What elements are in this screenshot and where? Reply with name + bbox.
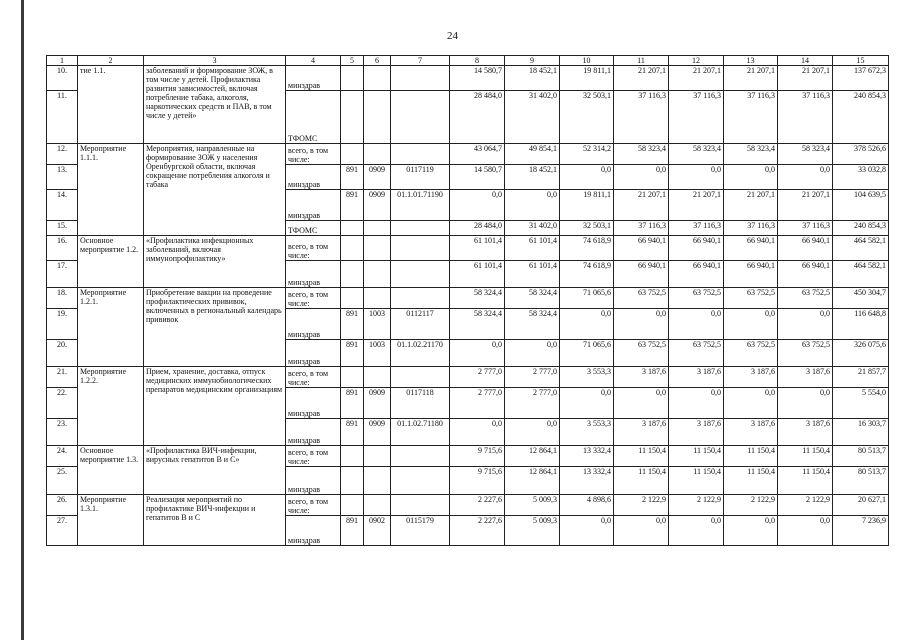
executor-cell: минздрав: [286, 309, 341, 340]
year-value-cell: 3 187,6: [778, 367, 833, 388]
year-value-cell: 0,0: [669, 516, 724, 546]
year-value-cell: 11 150,4: [669, 467, 724, 495]
header-cell: 11: [614, 56, 669, 66]
total-value-cell: 378 526,6: [833, 144, 889, 165]
total-value-cell: 450 304,7: [833, 288, 889, 309]
grbs-code-cell: 891: [341, 340, 364, 367]
header-cell: 15: [833, 56, 889, 66]
target-article-cell: [391, 446, 450, 467]
year-value-cell: 58 324,4: [450, 309, 505, 340]
activity-code-cell: тие 1.1.: [78, 66, 144, 144]
year-value-cell: 0,0: [450, 190, 505, 221]
year-value-cell: 3 187,6: [669, 419, 724, 446]
table-row: [47, 236, 889, 261]
year-value-cell: 2 122,9: [614, 495, 669, 516]
table-row: [47, 446, 889, 467]
year-value-cell: 71 065,6: [560, 340, 614, 367]
year-value-cell: 37 116,3: [724, 91, 778, 144]
row-number-cell: 12.: [47, 144, 78, 165]
executor-cell: минздрав: [286, 165, 341, 190]
year-value-cell: 3 187,6: [778, 419, 833, 446]
total-value-cell: 16 303,7: [833, 419, 889, 446]
target-article-cell: [391, 91, 450, 144]
year-value-cell: 61 101,4: [450, 236, 505, 261]
year-value-cell: 0,0: [778, 309, 833, 340]
header-cell: 13: [724, 56, 778, 66]
target-article-cell: 01.1.02.71180: [391, 419, 450, 446]
year-value-cell: 0,0: [614, 516, 669, 546]
executor-cell: минздрав: [286, 190, 341, 221]
section-code-cell: [364, 91, 391, 144]
scan-edge-line: [21, 0, 24, 640]
activity-code-cell: Основное мероприятие 1.2.: [78, 236, 144, 288]
year-value-cell: 2 777,0: [450, 388, 505, 419]
grbs-code-cell: 891: [341, 388, 364, 419]
year-value-cell: 61 101,4: [450, 261, 505, 288]
row-number-cell: 20.: [47, 340, 78, 367]
grbs-code-cell: [341, 221, 364, 236]
executor-cell: минздрав: [286, 340, 341, 367]
header-cell: 3: [144, 56, 286, 66]
activity-name-cell: «Профилактика ВИЧ-инфекции, вирусных гепатитов В и С»: [144, 446, 286, 495]
row-number-cell: 13.: [47, 165, 78, 190]
year-value-cell: 0,0: [724, 388, 778, 419]
year-value-cell: 0,0: [724, 516, 778, 546]
year-value-cell: 2 122,9: [778, 495, 833, 516]
section-code-cell: [364, 236, 391, 261]
header-row: [47, 56, 889, 66]
year-value-cell: 0,0: [724, 309, 778, 340]
year-value-cell: 18 452,1: [505, 66, 560, 91]
target-article-cell: 0117118: [391, 388, 450, 419]
year-value-cell: 63 752,5: [724, 288, 778, 309]
year-value-cell: 9 715,6: [450, 446, 505, 467]
year-value-cell: 11 150,4: [724, 467, 778, 495]
header-cell: 12: [669, 56, 724, 66]
target-article-cell: 0112117: [391, 309, 450, 340]
executor-cell: ТФОМС: [286, 221, 341, 236]
year-value-cell: 0,0: [614, 309, 669, 340]
year-value-cell: 4 898,6: [560, 495, 614, 516]
grbs-code-cell: 891: [341, 419, 364, 446]
year-value-cell: 63 752,5: [614, 340, 669, 367]
section-code-cell: [364, 467, 391, 495]
total-value-cell: 464 582,1: [833, 236, 889, 261]
year-value-cell: 31 402,0: [505, 91, 560, 144]
total-value-cell: 464 582,1: [833, 261, 889, 288]
executor-cell: минздрав: [286, 467, 341, 495]
year-value-cell: 13 332,4: [560, 446, 614, 467]
year-value-cell: 0,0: [724, 165, 778, 190]
row-number-cell: 15.: [47, 221, 78, 236]
activity-code-cell: Мероприятие 1.1.1.: [78, 144, 144, 236]
total-value-cell: 240 854,3: [833, 221, 889, 236]
year-value-cell: 13 332,4: [560, 467, 614, 495]
year-value-cell: 58 323,4: [724, 144, 778, 165]
year-value-cell: 11 150,4: [614, 467, 669, 495]
grbs-code-cell: [341, 91, 364, 144]
executor-cell: всего, в том числе:: [286, 495, 341, 516]
row-number-cell: 26.: [47, 495, 78, 516]
year-value-cell: 58 324,4: [450, 288, 505, 309]
total-value-cell: 137 672,3: [833, 66, 889, 91]
year-value-cell: 63 752,5: [724, 340, 778, 367]
grbs-code-cell: [341, 288, 364, 309]
year-value-cell: 2 777,0: [505, 367, 560, 388]
year-value-cell: 0,0: [450, 340, 505, 367]
year-value-cell: 63 752,5: [669, 340, 724, 367]
year-value-cell: 49 854,1: [505, 144, 560, 165]
year-value-cell: 0,0: [560, 309, 614, 340]
year-value-cell: 21 207,1: [778, 190, 833, 221]
year-value-cell: 5 009,3: [505, 516, 560, 546]
year-value-cell: 37 116,3: [614, 91, 669, 144]
year-value-cell: 11 150,4: [724, 446, 778, 467]
executor-cell: минздрав: [286, 66, 341, 91]
year-value-cell: 0,0: [560, 165, 614, 190]
total-value-cell: 104 639,5: [833, 190, 889, 221]
year-value-cell: 0,0: [614, 165, 669, 190]
year-value-cell: 14 580,7: [450, 66, 505, 91]
total-value-cell: 21 857,7: [833, 367, 889, 388]
year-value-cell: 61 101,4: [505, 236, 560, 261]
year-value-cell: 0,0: [669, 309, 724, 340]
year-value-cell: 58 323,4: [778, 144, 833, 165]
year-value-cell: 0,0: [778, 388, 833, 419]
activity-name-cell: заболеваний и формирование ЗОЖ, в том числе у детей. Профилактика развития зависимостей, включая потребление табака, алкоголя, наркотических средств и ПАВ, в том числе у детей»: [144, 66, 286, 144]
grbs-code-cell: 891: [341, 165, 364, 190]
year-value-cell: 19 811,1: [560, 190, 614, 221]
year-value-cell: 5 009,3: [505, 495, 560, 516]
year-value-cell: 11 150,4: [669, 446, 724, 467]
total-value-cell: 240 854,3: [833, 91, 889, 144]
year-value-cell: 66 940,1: [724, 261, 778, 288]
header-cell: 10: [560, 56, 614, 66]
grbs-code-cell: [341, 467, 364, 495]
year-value-cell: 66 940,1: [614, 236, 669, 261]
year-value-cell: 2 122,9: [669, 495, 724, 516]
grbs-code-cell: [341, 495, 364, 516]
year-value-cell: 43 064,7: [450, 144, 505, 165]
year-value-cell: 2 777,0: [450, 367, 505, 388]
year-value-cell: 37 116,3: [724, 221, 778, 236]
executor-cell: ТФОМС: [286, 91, 341, 144]
executor-cell: минздрав: [286, 516, 341, 546]
year-value-cell: 0,0: [560, 516, 614, 546]
grbs-code-cell: [341, 261, 364, 288]
year-value-cell: 63 752,5: [778, 288, 833, 309]
target-article-cell: [391, 66, 450, 91]
activity-name-cell: Прием, хранение, доставка, отпуск медицинских иммунобиологических препаратов медицинским организациям: [144, 367, 286, 446]
section-code-cell: 0909: [364, 388, 391, 419]
table-row: [47, 66, 889, 91]
target-article-cell: [391, 467, 450, 495]
row-number-cell: 19.: [47, 309, 78, 340]
year-value-cell: 66 940,1: [724, 236, 778, 261]
total-value-cell: 80 513,7: [833, 446, 889, 467]
row-number-cell: 17.: [47, 261, 78, 288]
table-row: [47, 495, 889, 516]
year-value-cell: 21 207,1: [724, 190, 778, 221]
year-value-cell: 2 122,9: [724, 495, 778, 516]
row-number-cell: 23.: [47, 419, 78, 446]
year-value-cell: 0,0: [669, 165, 724, 190]
section-code-cell: [364, 367, 391, 388]
year-value-cell: 66 940,1: [614, 261, 669, 288]
year-value-cell: 0,0: [560, 388, 614, 419]
year-value-cell: 2 227,6: [450, 516, 505, 546]
table-row: [47, 367, 889, 388]
row-number-cell: 22.: [47, 388, 78, 419]
year-value-cell: 21 207,1: [724, 66, 778, 91]
year-value-cell: 18 452,1: [505, 165, 560, 190]
activity-name-cell: Приобретение вакцин на проведение профилактических прививок, включенных в региональный календарь прививок: [144, 288, 286, 367]
section-code-cell: [364, 66, 391, 91]
year-value-cell: 58 324,4: [505, 288, 560, 309]
total-value-cell: 5 554,0: [833, 388, 889, 419]
total-value-cell: 326 075,6: [833, 340, 889, 367]
target-article-cell: [391, 367, 450, 388]
year-value-cell: 21 207,1: [669, 190, 724, 221]
year-value-cell: 21 207,1: [778, 66, 833, 91]
executor-cell: всего, в том числе:: [286, 367, 341, 388]
row-number-cell: 24.: [47, 446, 78, 467]
total-value-cell: 80 513,7: [833, 467, 889, 495]
target-article-cell: [391, 495, 450, 516]
header-cell: 9: [505, 56, 560, 66]
header-cell: 14: [778, 56, 833, 66]
year-value-cell: 58 324,4: [505, 309, 560, 340]
year-value-cell: 21 207,1: [614, 190, 669, 221]
target-article-cell: [391, 221, 450, 236]
year-value-cell: 66 940,1: [669, 261, 724, 288]
activity-code-cell: Мероприятие 1.2.1.: [78, 288, 144, 367]
grbs-code-cell: 891: [341, 190, 364, 221]
row-number-cell: 16.: [47, 236, 78, 261]
target-article-cell: 01.1.02.21170: [391, 340, 450, 367]
executor-cell: всего, в том числе:: [286, 144, 341, 165]
row-number-cell: 11.: [47, 91, 78, 144]
header-cell: 4: [286, 56, 341, 66]
year-value-cell: 11 150,4: [778, 467, 833, 495]
executor-cell: всего, в том числе:: [286, 446, 341, 467]
year-value-cell: 74 618,9: [560, 236, 614, 261]
section-code-cell: 1003: [364, 340, 391, 367]
year-value-cell: 21 207,1: [669, 66, 724, 91]
year-value-cell: 3 553,3: [560, 367, 614, 388]
activity-name-cell: Реализация мероприятий по профилактике ВИЧ-инфекции и гепатитов В и С: [144, 495, 286, 546]
year-value-cell: 28 484,0: [450, 221, 505, 236]
header-cell: 6: [364, 56, 391, 66]
year-value-cell: 12 864,1: [505, 446, 560, 467]
executor-cell: всего, в том числе:: [286, 288, 341, 309]
year-value-cell: 28 484,0: [450, 91, 505, 144]
executor-cell: минздрав: [286, 388, 341, 419]
year-value-cell: 9 715,6: [450, 467, 505, 495]
header-cell: 7: [391, 56, 450, 66]
table-row: [47, 288, 889, 309]
activity-name-cell: Мероприятия, направленные на формирование ЗОЖ у населения Оренбургской области, включая сокращение потребления алкоголя и табака: [144, 144, 286, 236]
year-value-cell: 3 187,6: [669, 367, 724, 388]
section-code-cell: [364, 261, 391, 288]
year-value-cell: 37 116,3: [778, 221, 833, 236]
row-number-cell: 27.: [47, 516, 78, 546]
activity-code-cell: Мероприятие 1.2.2.: [78, 367, 144, 446]
grbs-code-cell: [341, 66, 364, 91]
header-cell: 8: [450, 56, 505, 66]
activity-code-cell: Мероприятие 1.3.1.: [78, 495, 144, 546]
total-value-cell: 20 627,1: [833, 495, 889, 516]
year-value-cell: 37 116,3: [669, 221, 724, 236]
year-value-cell: 58 323,4: [669, 144, 724, 165]
section-code-cell: [364, 288, 391, 309]
year-value-cell: 63 752,5: [669, 288, 724, 309]
target-article-cell: [391, 236, 450, 261]
year-value-cell: 0,0: [505, 340, 560, 367]
year-value-cell: 11 150,4: [614, 446, 669, 467]
year-value-cell: 66 940,1: [669, 236, 724, 261]
target-article-cell: 0115179: [391, 516, 450, 546]
activity-code-cell: Основное мероприятие 1.3.: [78, 446, 144, 495]
section-code-cell: 1003: [364, 309, 391, 340]
executor-cell: всего, в том числе:: [286, 236, 341, 261]
section-code-cell: [364, 144, 391, 165]
row-number-cell: 25.: [47, 467, 78, 495]
grbs-code-cell: [341, 446, 364, 467]
target-article-cell: [391, 144, 450, 165]
executor-cell: минздрав: [286, 261, 341, 288]
activity-name-cell: «Профилактика инфекционных заболеваний, включая иммунопрофилактику»: [144, 236, 286, 288]
year-value-cell: 0,0: [450, 419, 505, 446]
year-value-cell: 12 864,1: [505, 467, 560, 495]
header-cell: 1: [47, 56, 78, 66]
total-value-cell: 7 236,9: [833, 516, 889, 546]
year-value-cell: 0,0: [614, 388, 669, 419]
header-cell: 5: [341, 56, 364, 66]
year-value-cell: 66 940,1: [778, 236, 833, 261]
target-article-cell: 01.1.01.71190: [391, 190, 450, 221]
section-code-cell: 0909: [364, 165, 391, 190]
year-value-cell: 61 101,4: [505, 261, 560, 288]
year-value-cell: 37 116,3: [778, 91, 833, 144]
year-value-cell: 3 553,3: [560, 419, 614, 446]
year-value-cell: 19 811,1: [560, 66, 614, 91]
grbs-code-cell: [341, 144, 364, 165]
year-value-cell: 0,0: [778, 516, 833, 546]
year-value-cell: 52 314,2: [560, 144, 614, 165]
table-row: [47, 144, 889, 165]
target-article-cell: 0117119: [391, 165, 450, 190]
year-value-cell: 3 187,6: [614, 419, 669, 446]
year-value-cell: 63 752,5: [778, 340, 833, 367]
year-value-cell: 31 402,0: [505, 221, 560, 236]
year-value-cell: 0,0: [778, 165, 833, 190]
section-code-cell: [364, 221, 391, 236]
table-body: [47, 56, 889, 546]
header-cell: 2: [78, 56, 144, 66]
year-value-cell: 21 207,1: [614, 66, 669, 91]
total-value-cell: 33 032,8: [833, 165, 889, 190]
target-article-cell: [391, 288, 450, 309]
section-code-cell: [364, 446, 391, 467]
year-value-cell: 11 150,4: [778, 446, 833, 467]
target-article-cell: [391, 261, 450, 288]
grbs-code-cell: 891: [341, 516, 364, 546]
section-code-cell: 0909: [364, 419, 391, 446]
year-value-cell: 14 580,7: [450, 165, 505, 190]
page-number: 24: [447, 30, 458, 42]
total-value-cell: 116 648,8: [833, 309, 889, 340]
year-value-cell: 0,0: [505, 190, 560, 221]
grbs-code-cell: [341, 236, 364, 261]
year-value-cell: 32 503,1: [560, 221, 614, 236]
year-value-cell: 2 777,0: [505, 388, 560, 419]
row-number-cell: 18.: [47, 288, 78, 309]
executor-cell: минздрав: [286, 419, 341, 446]
grbs-code-cell: 891: [341, 309, 364, 340]
section-code-cell: 0909: [364, 190, 391, 221]
year-value-cell: 3 187,6: [614, 367, 669, 388]
grbs-code-cell: [341, 367, 364, 388]
year-value-cell: 0,0: [669, 388, 724, 419]
year-value-cell: 63 752,5: [614, 288, 669, 309]
year-value-cell: 66 940,1: [778, 261, 833, 288]
row-number-cell: 10.: [47, 66, 78, 91]
budget-table: [46, 55, 889, 546]
year-value-cell: 3 187,6: [724, 419, 778, 446]
year-value-cell: 74 618,9: [560, 261, 614, 288]
year-value-cell: 32 503,1: [560, 91, 614, 144]
year-value-cell: 0,0: [505, 419, 560, 446]
year-value-cell: 37 116,3: [614, 221, 669, 236]
year-value-cell: 71 065,6: [560, 288, 614, 309]
year-value-cell: 3 187,6: [724, 367, 778, 388]
row-number-cell: 14.: [47, 190, 78, 221]
row-number-cell: 21.: [47, 367, 78, 388]
year-value-cell: 58 323,4: [614, 144, 669, 165]
section-code-cell: [364, 495, 391, 516]
year-value-cell: 37 116,3: [669, 91, 724, 144]
year-value-cell: 2 227,6: [450, 495, 505, 516]
section-code-cell: 0902: [364, 516, 391, 546]
